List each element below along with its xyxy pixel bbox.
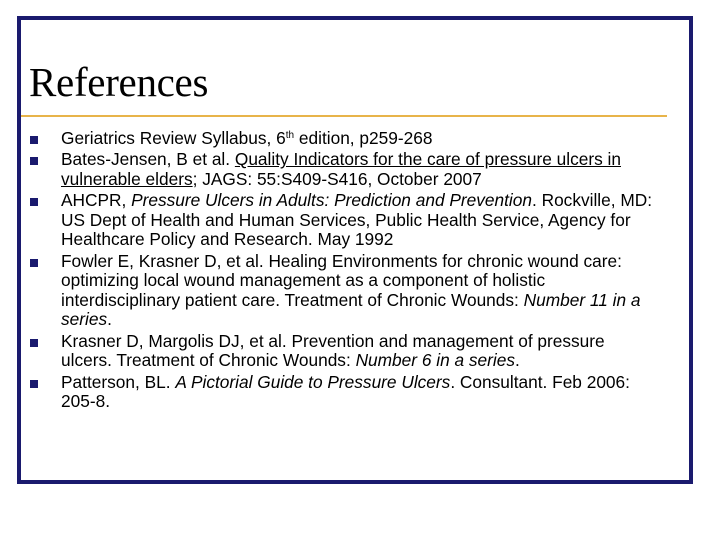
reference-item bbox=[30, 129, 660, 149]
title-divider bbox=[21, 115, 667, 117]
reference-item bbox=[30, 191, 660, 250]
reference-text: . Consultant. Feb 2006: 205-8. bbox=[61, 371, 630, 412]
square-bullet-icon bbox=[30, 136, 38, 144]
reference-item bbox=[30, 332, 660, 371]
square-bullet-icon bbox=[30, 157, 38, 165]
reference-text: edition, p259-268 bbox=[294, 128, 433, 148]
reference-text: Krasner D, Margolis DJ, et al. Prevention and management of pressure ulcers. Treatment of Chronic Wounds: bbox=[61, 330, 605, 371]
reference-italic-title: A Pictorial Guide to Pressure Ulcers bbox=[175, 371, 451, 392]
superscript: th bbox=[285, 130, 295, 141]
reference-text: ; JAGS: 55:S409-S416, October 2007 bbox=[192, 168, 482, 189]
slide-title: References bbox=[29, 59, 209, 105]
reference-item bbox=[30, 252, 660, 330]
reference-text: AHCPR, bbox=[61, 190, 132, 211]
reference-italic-title: Number 11 in a series bbox=[61, 289, 641, 330]
reference-text: Bates-Jensen, B et al. bbox=[61, 149, 235, 170]
reference-italic-title: Pressure Ulcers in Adults: Prediction and Prevention bbox=[131, 190, 532, 211]
square-bullet-icon bbox=[30, 198, 38, 206]
reference-text: . bbox=[515, 350, 520, 371]
square-bullet-icon bbox=[30, 339, 38, 347]
reference-text: Fowler E, Krasner D, et al. Healing Environments for chronic wound care: optimizing local wound management as a component of holistic interdisciplinary patient care. Treatment of Chronic Wounds: bbox=[61, 250, 622, 310]
square-bullet-icon bbox=[30, 259, 38, 267]
reference-item bbox=[30, 150, 660, 189]
square-bullet-icon bbox=[30, 380, 38, 388]
reference-text: Patterson, BL. bbox=[61, 371, 176, 392]
reference-link[interactable]: Quality Indicators for the care of pressure ulcers in vulnerable elders bbox=[61, 149, 621, 189]
references-list bbox=[30, 129, 660, 413]
reference-text: Geriatrics Review Syllabus, 6 bbox=[61, 128, 286, 148]
reference-text: . bbox=[107, 309, 112, 330]
reference-italic-title: Number 6 in a series bbox=[355, 350, 516, 371]
reference-item bbox=[30, 373, 660, 412]
reference-text: . Rockville, MD: US Dept of Health and Human Services, Public Health Service, Agency for Healthcare Policy and Research. May 1992 bbox=[61, 190, 653, 250]
